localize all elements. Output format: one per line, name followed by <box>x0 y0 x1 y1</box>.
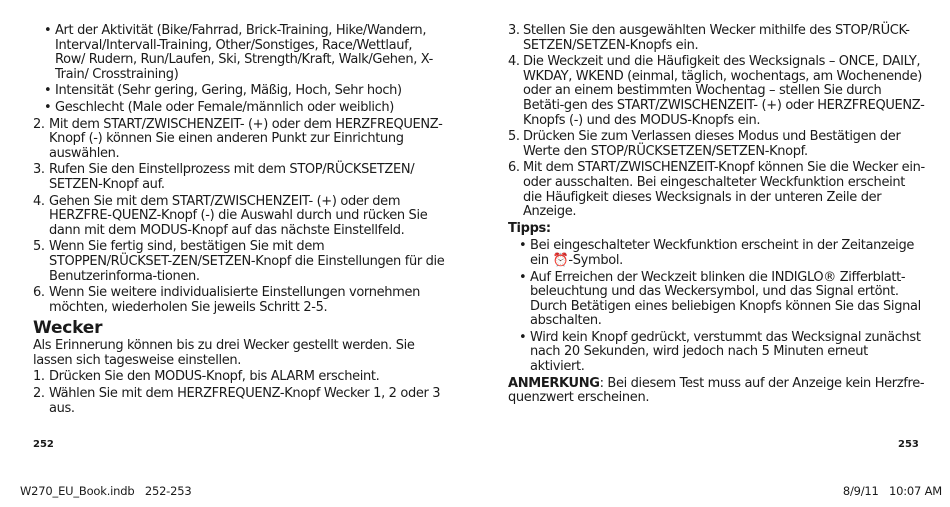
list-item: 1. Drücken Sie den MODUS-Knopf, bis ALARM erscheint. <box>33 369 380 385</box>
section-heading: Wecker <box>33 318 103 339</box>
step-text: Rufen Sie den Einstellprozess mit dem STOP/RÜCKSETZEN/ SETZEN-Knopf auf. <box>49 162 415 192</box>
list-item: 5. Wenn Sie fertig sind, bestätigen Sie mit dem STOPPEN/RÜCKSET-ZEN/SETZEN-Knopf die Einstellungen für die Benutzerinforma-tionen. <box>33 239 445 284</box>
step-text: Drücken Sie zum Verlassen dieses Modus und Bestätigen der Werte den STOP/RÜCKSETZEN/SETZEN-Knopf. <box>523 129 901 159</box>
list-item: 6. Mit dem START/ZWISCHENZEIT-Knopf können Sie die Wecker ein- oder ausschalten. Bei eingeschalteter Weckfunktion erscheint die Häufigkeit dieses Wecksignals in der unteren Zeile der Anzeige. <box>508 160 925 220</box>
list-item: • Wird kein Knopf gedrückt, verstummt das Wecksignal zunächst nach 20 Sekunden, wird jedoch nach 5 Minuten erneut aktiviert. <box>519 329 921 375</box>
list-item: 3. Rufen Sie den Einstellprozess mit dem STOP/RÜCKSETZEN/ SETZEN-Knopf auf. <box>33 162 415 192</box>
step-text: Gehen Sie mit dem START/ZWISCHENZEIT- (+) oder dem HERZFRE-QUENZ-Knopf (-) die Auswahl durch und rücken Sie dann mit dem MODUS-Knopf auf das nächste Einstellfeld. <box>49 193 428 238</box>
footer-file-info: W270_EU_Book.indb 252-253 <box>20 484 192 498</box>
list-item: 3. Stellen Sie den ausgewählten Wecker mithilfe des STOP/RÜCK-SETZEN/SETZEN-Knopfs ein. <box>508 23 910 53</box>
right-page <box>505 24 925 494</box>
step-text: Drücken Sie den MODUS-Knopf, bis ALARM erscheint. <box>49 369 380 385</box>
list-item: 6. Wenn Sie weitere individualisierte Einstellungen vornehmen möchten, wiederholen Sie jeweils Schritt 2-5. <box>33 285 420 315</box>
numbered-steps <box>505 24 925 220</box>
list-item: 4. Gehen Sie mit dem START/ZWISCHENZEIT- (+) oder dem HERZFRE-QUENZ-Knopf (-) die Auswahl durch und rücken Sie dann mit dem MODUS-Knopf auf das nächste Einstellfeld. <box>33 193 428 238</box>
footer-datetime: 8/9/11 10:07 AM <box>842 484 942 498</box>
numbered-steps-top <box>30 118 445 316</box>
note-text: : Bei diesem Test muss auf der Anzeige kein Herzfre-quenzwert erscheinen. <box>508 375 925 406</box>
page-number-right: 253 <box>898 439 919 450</box>
list-item: • Intensität (Sehr gering, Gering, Mäßig, Hoch, Sehr hoch) <box>44 83 402 99</box>
list-item: • Auf Erreichen der Weckzeit blinken die INDIGLO® Zifferblatt-beleuchtung und das Weckersymbol, und das Signal ertönt. Durch Betätigen eines beliebigen Knopfs können Sie das Signal abschalten. <box>519 269 921 329</box>
step-text: Wenn Sie fertig sind, bestätigen Sie mit dem STOPPEN/RÜCKSET-ZEN/SETZEN-Knopf die Einstellungen für die Benutzerinforma-tionen. <box>49 239 445 284</box>
step-text: Die Weckzeit und die Häufigkeit des Wecksignals – ONCE, DAILY, WKDAY, WKEND (einmal, täglich, wochentags, am Wochenende) oder an einem bestimmten Wochentag – stellen Sie durch Betäti-gen des START/ZWISCHENZEIT- (+) oder HERZFREQUENZ-Knopfs (-) und des MODUS-Knopfs ein. <box>523 54 925 128</box>
numbered-steps-bottom <box>30 370 445 416</box>
bullet-text: Art der Aktivität (Bike/Fahrrad, Brick-Training, Hike/Wandern, Interval/Intervall-Training, Other/Sonstiges, Race/Wettlauf, Row/ Rudern, Run/Laufen, Ski, Strength/Kraft, Walk/Gehen, X-Train/ Crosstraining) <box>55 23 434 82</box>
tip-text: Bei eingeschalteter Weckfunktion erscheint in der Zeitanzeige ein ⏰-Symbol. <box>530 238 914 268</box>
tips-list <box>505 239 925 374</box>
left-page <box>30 24 445 494</box>
tip-text: Wird kein Knopf gedrückt, verstummt das Wecksignal zunächst nach 20 Sekunden, wird jedoch nach 5 Minuten erneut aktiviert. <box>530 329 921 375</box>
step-text: Wählen Sie mit dem HERZFREQUENZ-Knopf Wecker 1, 2 oder 3 aus. <box>49 386 441 416</box>
page-number-left: 252 <box>33 439 54 450</box>
bullet-text: Geschlecht (Male oder Female/männlich oder weiblich) <box>55 99 395 115</box>
bullet-text: Intensität (Sehr gering, Gering, Mäßig, Hoch, Sehr hoch) <box>55 83 402 99</box>
list-item: 5. Drücken Sie zum Verlassen dieses Modus und Bestätigen der Werte den STOP/RÜCKSETZEN/SETZEN-Knopf. <box>508 129 901 159</box>
step-text: Mit dem START/ZWISCHENZEIT-Knopf können Sie die Wecker ein- oder ausschalten. Bei eingeschalteter Weckfunktion erscheint die Häufigkeit dieses Wecksignals in der unteren Zeile der Anzeige. <box>523 160 925 220</box>
note-label: ANMERKUNG <box>508 375 600 391</box>
list-item: • Geschlecht (Male oder Female/männlich oder weiblich) <box>44 99 395 115</box>
list-item: • Art der Aktivität (Bike/Fahrrad, Brick-Training, Hike/Wandern, Interval/Intervall-Training, Other/Sonstiges, Race/Wettlauf, Row/ Rudern, Run/Laufen, Ski, Strength/Kraft, Walk/Gehen, X-Train/ Crosstraining) <box>44 23 434 82</box>
note-paragraph <box>508 377 925 406</box>
list-item: • Bei eingeschalteter Weckfunktion erscheint in der Zeitanzeige ein ⏰-Symbol. <box>519 238 914 268</box>
tip-text: Auf Erreichen der Weckzeit blinken die INDIGLO® Zifferblatt-beleuchtung und das Weckersymbol, und das Signal ertönt. Durch Betätigen eines beliebigen Knopfs können Sie das Signal abschalten. <box>530 269 921 329</box>
list-item: 2. Wählen Sie mit dem HERZFREQUENZ-Knopf Wecker 1, 2 oder 3 aus. <box>33 386 441 416</box>
tips-heading: Tipps: <box>508 220 551 236</box>
intro-paragraph: Als Erinnerung können bis zu drei Wecker gestellt werden. Sie lassen sich tagesweise einstellen. <box>33 338 415 368</box>
step-text: Wenn Sie weitere individualisierte Einstellungen vornehmen möchten, wiederholen Sie jeweils Schritt 2-5. <box>49 285 420 315</box>
list-item: 2. Mit dem START/ZWISCHENZEIT- (+) oder dem HERZFREQUENZ-Knopf (-) können Sie einen anderen Punkt zur Einrichtung auswählen. <box>33 116 443 161</box>
list-item: 4. Die Weckzeit und die Häufigkeit des Wecksignals – ONCE, DAILY, WKDAY, WKEND (einmal, täglich, wochentags, am Wochenende) oder an einem bestimmten Wochentag – stellen Sie durch Betäti-gen des START/ZWISCHENZEIT- (+) oder HERZFREQUENZ-Knopfs (-) und des MODUS-Knopfs ein. <box>508 54 925 128</box>
step-text: Stellen Sie den ausgewählten Wecker mithilfe des STOP/RÜCK-SETZEN/SETZEN-Knopfs ein. <box>523 23 910 53</box>
bullet-list-top <box>30 24 445 116</box>
step-text: Mit dem START/ZWISCHENZEIT- (+) oder dem HERZFREQUENZ-Knopf (-) können Sie einen anderen Punkt zur Einrichtung auswählen. <box>49 116 443 161</box>
